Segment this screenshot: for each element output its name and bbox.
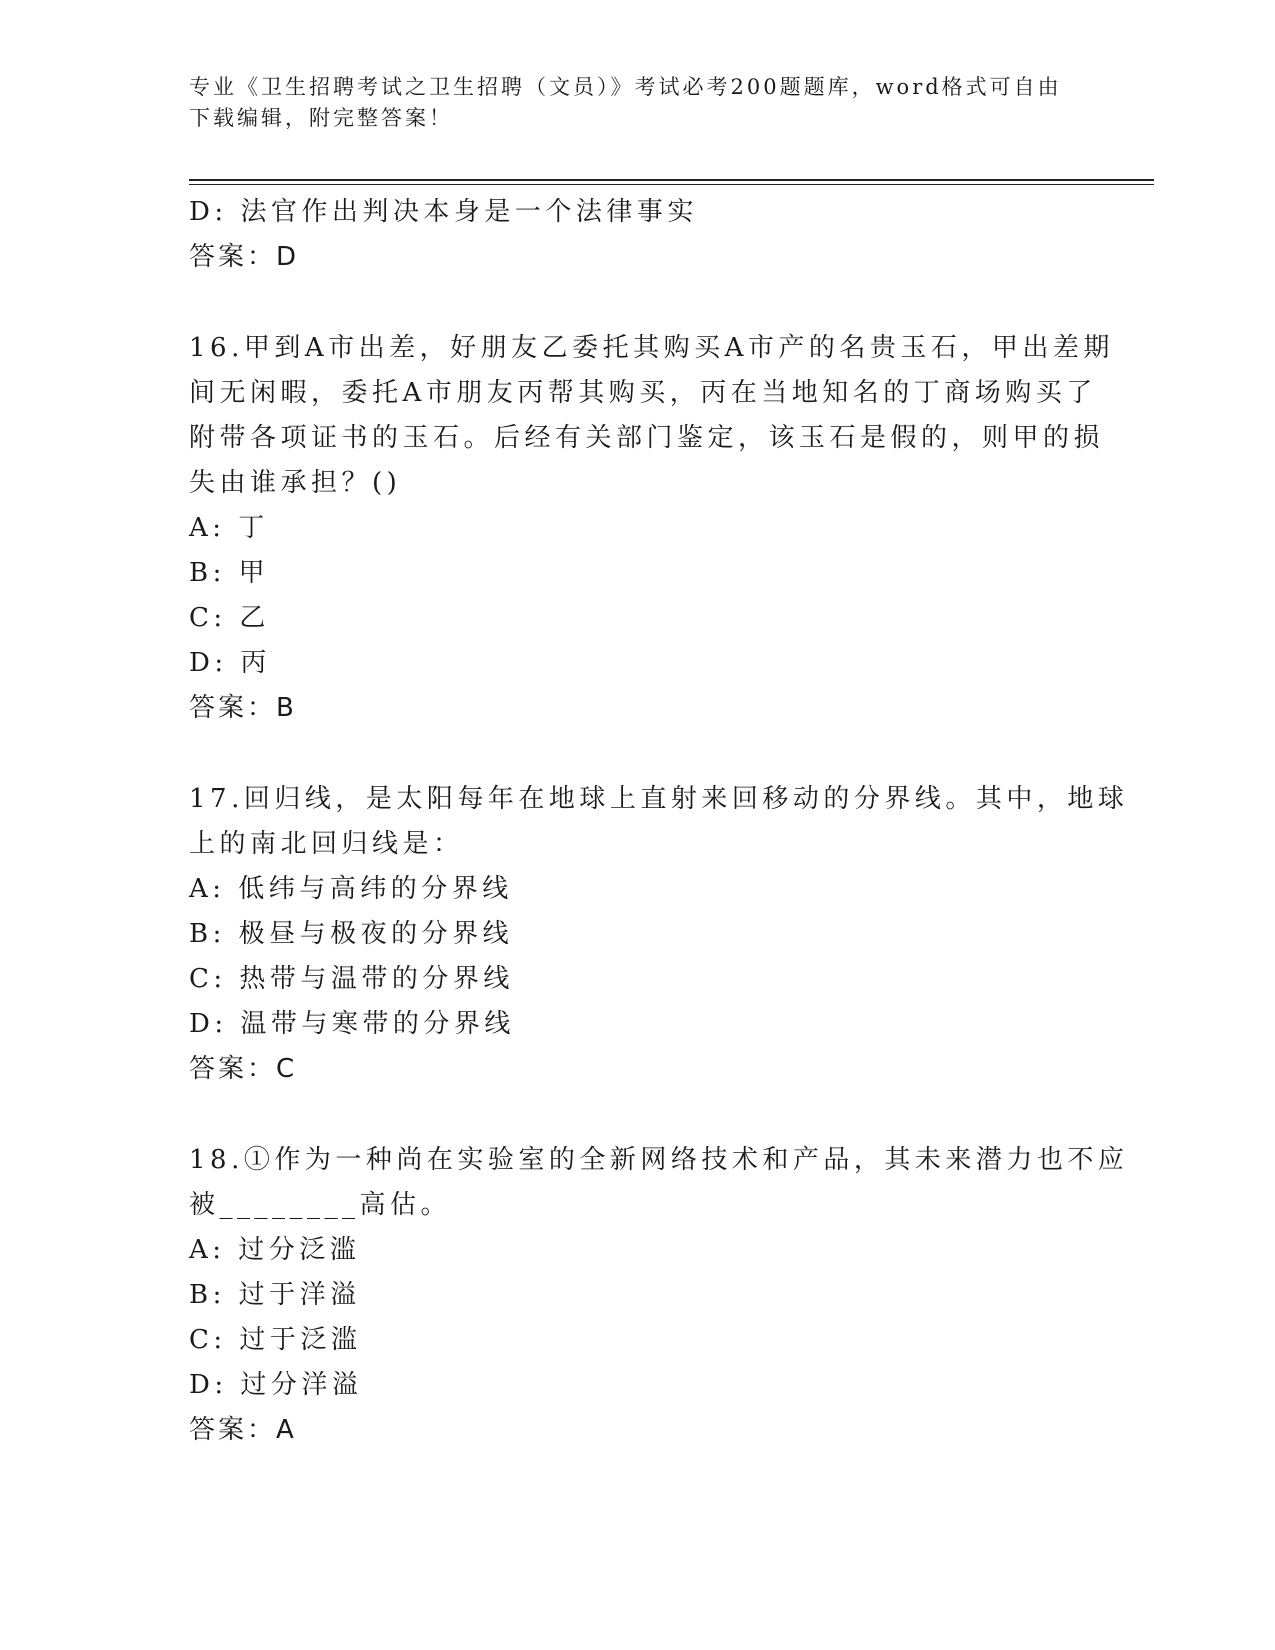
option-c: C: 过于泛滥 <box>189 1325 362 1355</box>
answer: 答案：C <box>189 1054 298 1084</box>
option-b: B: 甲 <box>189 558 270 588</box>
question-stem-line: 上的南北回归线是： <box>189 829 464 859</box>
question-stem-line: 18.①作为一种尚在实验室的全新网络技术和产品，其未来潜力也不应 <box>189 1145 1129 1175</box>
option-b: B: 极昼与极夜的分界线 <box>189 919 514 949</box>
option-a: A: 过分泛滥 <box>189 1235 361 1265</box>
previous-question-tail <box>189 190 1089 280</box>
question-stem-line: 间无闲暇，委托A市朋友丙帮其购买，丙在当地知名的丁商场购买了 <box>189 378 1097 408</box>
answer: 答案：B <box>189 693 297 723</box>
question-stem-line: 16.甲到A市出差，好朋友乙委托其购买A市产的名贵玉石，甲出差期 <box>189 333 1114 363</box>
option-c: C: 乙 <box>189 603 270 633</box>
answer: 答案：D <box>189 242 300 272</box>
question-16 <box>189 326 1114 731</box>
header-rule-thick <box>189 179 1154 181</box>
answer: 答案：A <box>189 1415 297 1445</box>
question-stem-line: 被________高估。 <box>189 1190 452 1220</box>
option-d: D: 过分洋溢 <box>189 1370 363 1400</box>
question-18 <box>189 1138 1129 1453</box>
option-b: B: 过于洋溢 <box>189 1280 361 1310</box>
option-d: D: 法官作出判决本身是一个法律事实 <box>189 197 698 227</box>
question-stem-line: 附带各项证书的玉石。后经有关部门鉴定，该玉石是假的，则甲的损 <box>189 423 1105 453</box>
option-d: D: 丙 <box>189 648 271 678</box>
question-content <box>189 190 1129 1453</box>
option-a: A: 低纬与高纬的分界线 <box>189 874 513 904</box>
option-c: C: 热带与温带的分界线 <box>189 964 514 994</box>
question-stem-line: 失由谁承担？() <box>189 468 402 498</box>
document-header: 专业《卫生招聘考试之卫生招聘（文员）》考试必考200题题库，word格式可自由下载编辑，附完整答案！ <box>189 75 1062 130</box>
option-d: D: 温带与寒带的分界线 <box>189 1009 515 1039</box>
question-17 <box>189 777 1129 1092</box>
question-stem-line: 17.回归线，是太阳每年在地球上直射来回移动的分界线。其中，地球 <box>189 784 1129 814</box>
header-rule-thin <box>189 184 1154 185</box>
option-a: A: 丁 <box>189 513 269 543</box>
